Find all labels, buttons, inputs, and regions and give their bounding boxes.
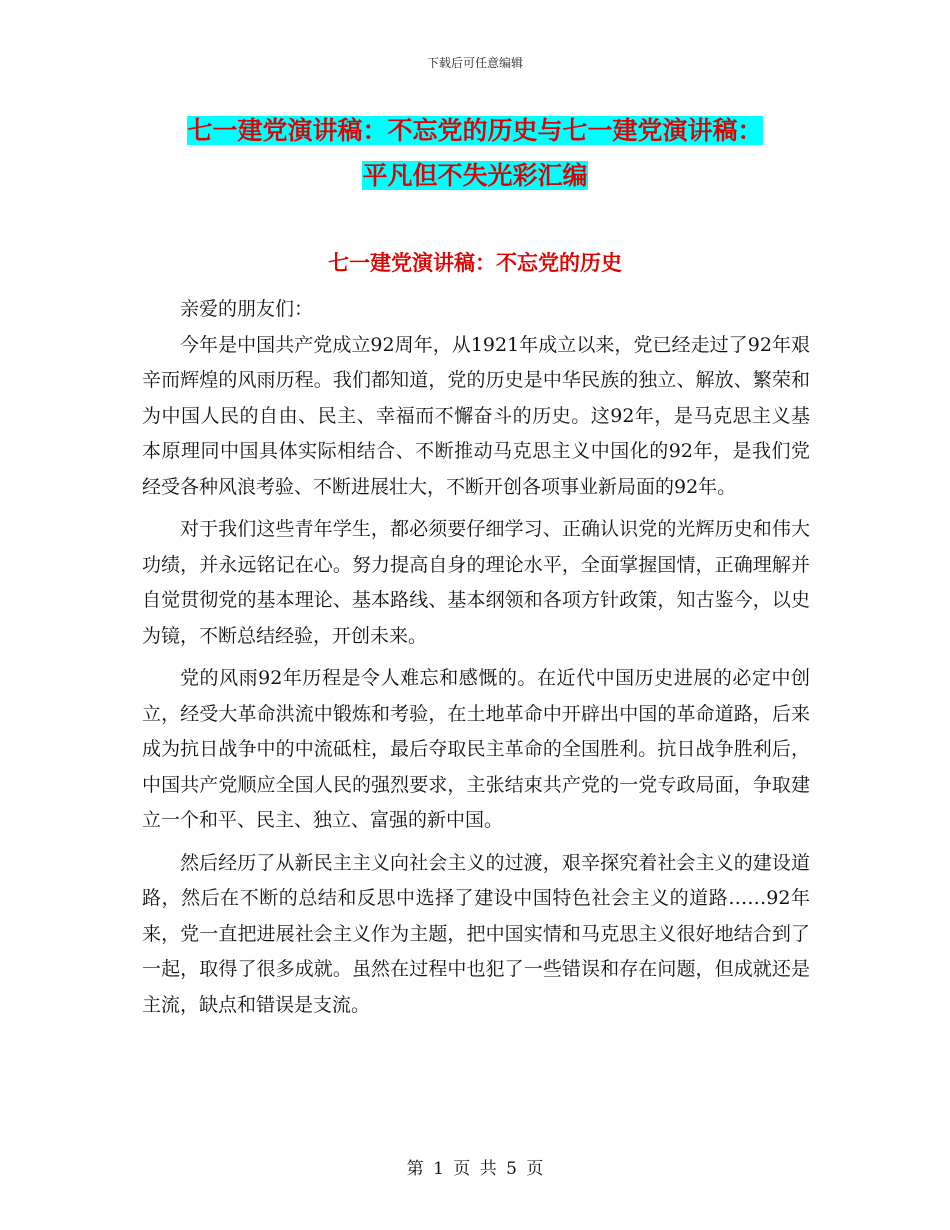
- body-paragraph: 然后经历了从新民主主义向社会主义的过渡，艰辛探究着社会主义的建设道路，然后在不断的总结和反思中选择了建设中国特色社会主义的道路……92年来，党一直把进展社会主义作为主题，把中国实情和马克思主义很好地结合到了一起，取得了很多成就。虽然在过程中也犯了一些错误和存在问题，但成就还是主流，缺点和错误是支流。: [142, 851, 810, 1016]
- body-paragraph: 党的风雨92年历程是令人难忘和感慨的。在近代中国历史进展的必定中创立，经受大革命洪流中锻炼和考验，在土地革命中开辟出中国的革命道路，后来成为抗日战争中的中流砥柱，最后夺取民主革命的全国胜利。抗日战争胜利后，中国共产党顺应全国人民的强烈要求，主张结束共产党的一党专政局面，争取建立一个和平、民主、独立、富强的新中国。: [142, 667, 810, 831]
- document-title-line-2: 平凡但不失光彩汇编: [362, 161, 588, 190]
- body-paragraph: 对于我们这些青年学生，都必须要仔细学习、正确认识党的光辉历史和伟大功绩，并永远铭记在心。努力提高自身的理论水平，全面掌握国情，正确理解并自觉贯彻党的基本理论、基本路线、基本纲领和各项方针政策，知古鉴今，以史为镜，不断总结经验，开创未来。: [142, 518, 810, 647]
- page-header-note: 下载后可任意编辑: [426, 56, 523, 70]
- salutation-paragraph: 亲爱的朋友们：: [180, 298, 314, 320]
- page-number-footer: 第 1 页 共 5 页: [406, 1159, 544, 1179]
- body-paragraph: 今年是中国共产党成立92周年，从1921年成立以来，党已经走过了92年艰辛而辉煌的风雨历程。我们都知道，党的历史是中华民族的独立、解放、繁荣和为中国人民的自由、民主、幸福而不懈奋斗的历史。这92年，是马克思主义基本原理同中国具体实际相结合、不断推动马克思主义中国化的92年，是我们党经受各种风浪考验、不断进展壮大，不断开创各项事业新局面的92年。: [142, 333, 810, 498]
- speech-body: [142, 292, 810, 1023]
- section-heading: 七一建党演讲稿：不忘党的历史: [328, 251, 622, 275]
- document-title-line-1: 七一建党演讲稿：不忘党的历史与七一建党演讲稿：: [187, 116, 763, 145]
- document-title: [120, 108, 830, 198]
